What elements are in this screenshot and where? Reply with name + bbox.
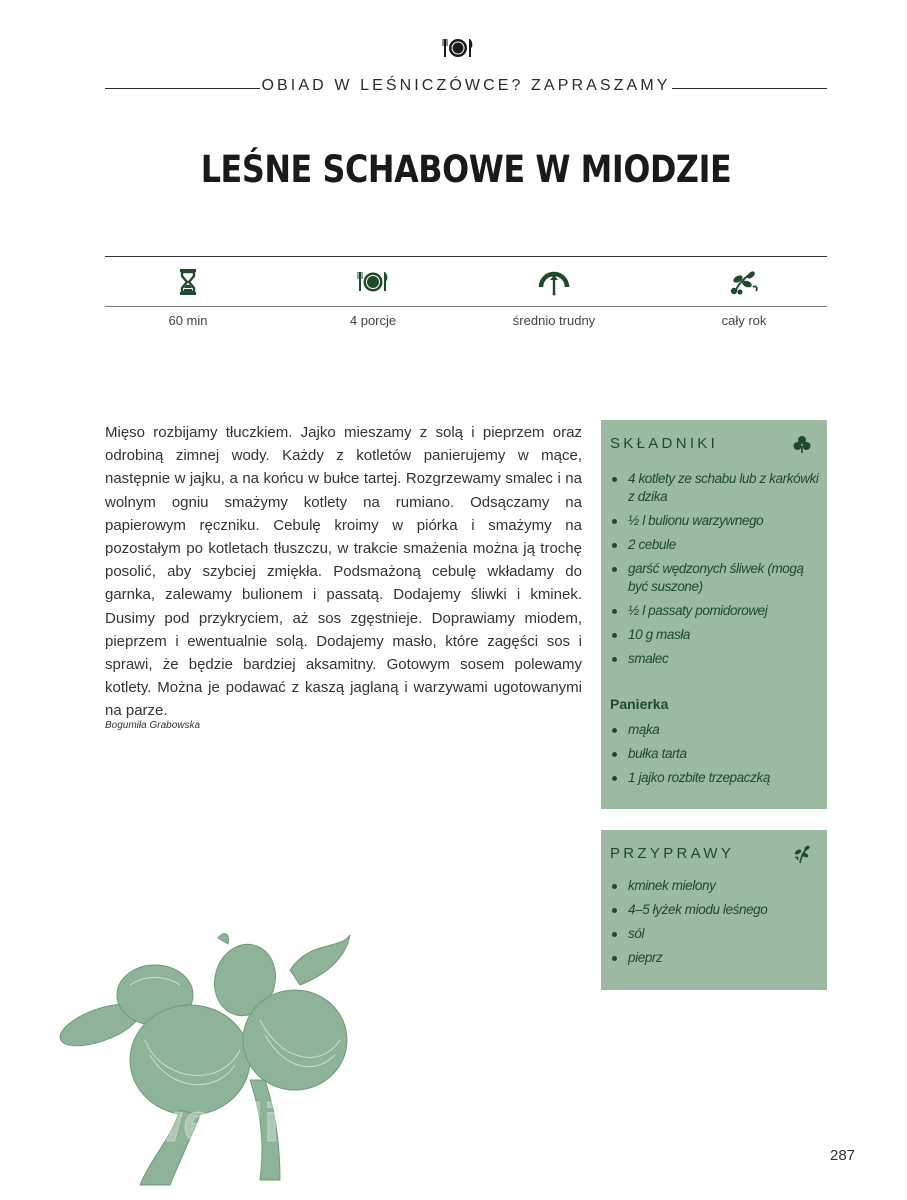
- spices-list: [610, 877, 819, 973]
- recipe-instructions: Mięso rozbijamy tłuczkiem. Jajko mieszamy z solą i pieprzem oraz odrobiną zimnej wody. Każdy z kotletów panierujemy w mące, następnie w jajku, a na końcu w bułce tartej. Rozgrzewamy smalec i na wolnym ogniu smażymy kotlety na rumiano. Odsączamy na papierowym ręczniku. Cebulę kroimy w piórka i smażymy na pozostałym po kotletach tłuszczu, w trakcie smażenia można ją trochę posolić, aby szybciej zmiękła. Podsmażoną cebulę wkładamy do garnka, zalewamy bulionem i passatą. Dodajemy śliwki i kminek. Dusimy pod przykryciem, aż sos zgęstnieje. Doprawiamy miodem, pieprzem i ewentualnie solą. Dodajemy masło, które zagęści sos i sprawi, że będzie bardziej aksamitny. Gotowym sosem polewamy kotlety. Można je podawać z kaszą jaglaną i warzywami ugotowanymi na parze.: [105, 424, 582, 720]
- plate-cutlery-icon: [441, 36, 475, 60]
- list-item: 4 kotlety ze schabu lub z karkówki z dzika: [610, 470, 819, 506]
- ingredients-list: [610, 470, 819, 674]
- list-item: ½ l bulionu warzywnego: [610, 512, 819, 530]
- section-title: OBIAD W LEŚNICZÓWCE? ZAPRASZAMY: [261, 77, 671, 94]
- breading-heading: Panierka: [610, 696, 669, 712]
- ingredients-box: [601, 420, 827, 809]
- list-item: ½ l passaty pomidorowej: [610, 602, 819, 620]
- list-item: sól: [610, 925, 819, 943]
- list-item: 2 cebule: [610, 536, 819, 554]
- spices-box: [601, 830, 827, 990]
- info-bottom-rule: [105, 306, 827, 307]
- watermark: wedlinydomowe.pl: [140, 1093, 637, 1153]
- difficulty-gauge-icon: [537, 267, 571, 297]
- herb-season-icon: [727, 267, 761, 297]
- list-item: bułka tarta: [610, 745, 819, 763]
- ingredients-heading: SKŁADNIKI: [610, 435, 719, 452]
- info-difficulty: [464, 256, 644, 328]
- hourglass-icon: [171, 267, 205, 297]
- info-time: [98, 256, 278, 328]
- info-time-value: 60 min: [168, 313, 208, 328]
- list-item: garść wędzonych śliwek (mogą być suszone): [610, 560, 819, 596]
- plate-cutlery-icon: [356, 267, 390, 297]
- section-rule-left: [105, 88, 260, 89]
- list-item: kminek mielony: [610, 877, 819, 895]
- info-season-value: cały rok: [721, 313, 767, 328]
- recipe-author: Bogumiła Grabowska: [105, 720, 201, 731]
- list-item: 10 g masła: [610, 626, 819, 644]
- list-item: pieprz: [610, 949, 819, 967]
- clover-icon: [791, 434, 813, 454]
- info-portions: [283, 256, 463, 328]
- spices-heading: PRZYPRAWY: [610, 845, 735, 862]
- info-season: [654, 256, 834, 328]
- info-difficulty-value: średnio trudny: [512, 313, 596, 328]
- herb-sprig-icon: [791, 844, 813, 864]
- list-item: 1 jajko rozbite trzepaczką: [610, 769, 819, 787]
- recipe-title: LEŚNE SCHABOWE W MIODZIE: [200, 148, 732, 191]
- list-item: 4–5 łyżek miodu leśnego: [610, 901, 819, 919]
- info-portions-value: 4 porcje: [349, 313, 397, 328]
- list-item: smalec: [610, 650, 819, 668]
- list-item: mąka: [610, 721, 819, 739]
- breading-list: [610, 721, 819, 793]
- page-number: 287: [830, 1147, 856, 1164]
- section-rule-right: [672, 88, 827, 89]
